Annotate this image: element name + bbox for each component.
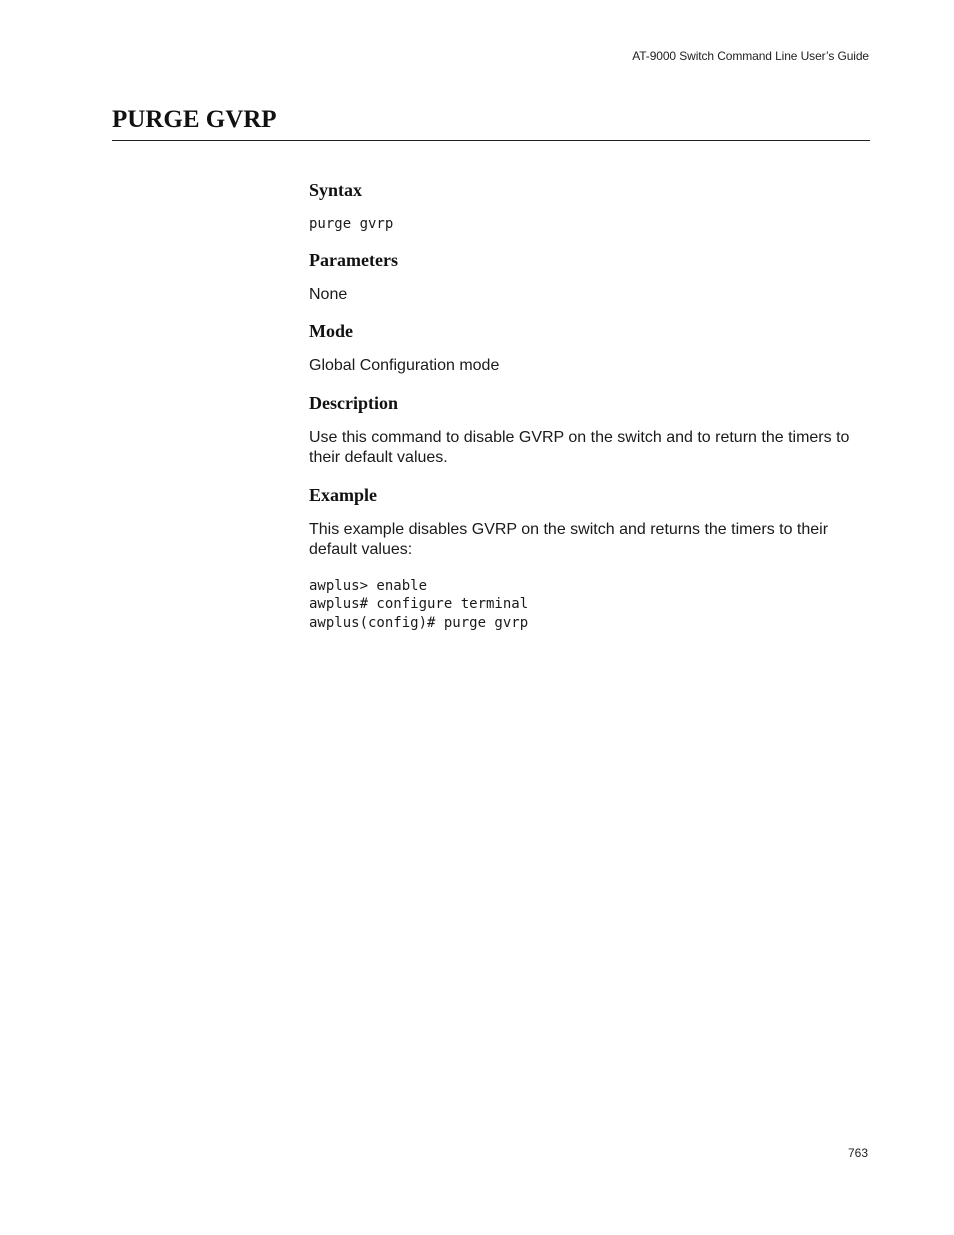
mode-heading: Mode bbox=[309, 321, 353, 341]
example-code-line: awplus> enable bbox=[309, 577, 428, 594]
description-heading: Description bbox=[309, 392, 398, 413]
syntax-section bbox=[309, 178, 871, 234]
page-number: 763 bbox=[847, 1146, 868, 1160]
parameters-section bbox=[309, 248, 871, 306]
mode-section bbox=[309, 319, 871, 377]
syntax-code: purge gvrp bbox=[309, 216, 394, 232]
example-text: This example disables GVRP on the switch and returns the timers to their default values: bbox=[309, 520, 829, 558]
example-code-line: awplus# configure terminal bbox=[309, 596, 529, 612]
page-title: PURGE GVRP bbox=[112, 106, 277, 133]
example-heading: Example bbox=[309, 484, 378, 505]
description-text: Use this command to disable GVRP on the switch and to return the timers to their default values. bbox=[309, 428, 850, 466]
description-section bbox=[309, 391, 871, 469]
example-code-block bbox=[309, 577, 871, 633]
command-content bbox=[309, 178, 871, 646]
mode-text: Global Configuration mode bbox=[309, 357, 500, 374]
running-header: AT-9000 Switch Command Line User’s Guide bbox=[632, 49, 869, 63]
syntax-heading: Syntax bbox=[309, 180, 363, 200]
example-section bbox=[309, 483, 871, 633]
example-code-line: awplus(config)# purge gvrp bbox=[309, 614, 529, 631]
parameters-heading: Parameters bbox=[309, 249, 398, 270]
title-divider bbox=[112, 140, 870, 141]
parameters-text: None bbox=[309, 285, 348, 303]
